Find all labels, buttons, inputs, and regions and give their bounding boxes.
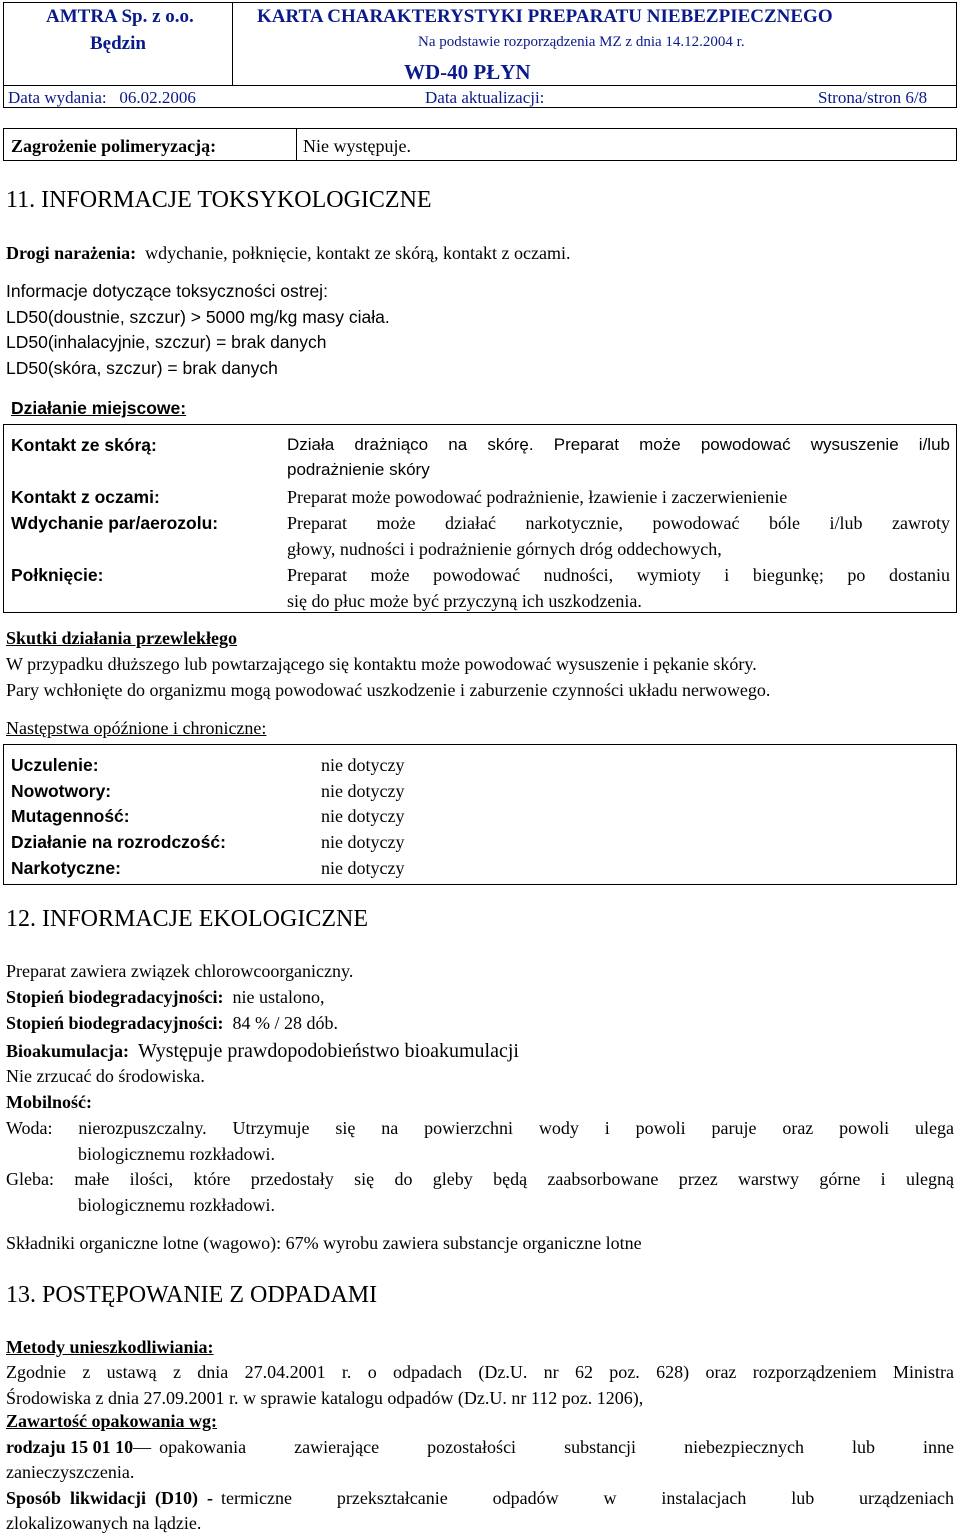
issue-date-label: Data wydania: 06.02.2006 <box>8 88 196 107</box>
document-title: KARTA CHARAKTERYSTYKI PREPARATU NIEBEZPIECZNEGO <box>257 6 833 27</box>
ingestion-label: Połknięcie: <box>11 565 104 585</box>
section-11-title: 11. INFORMACJE TOKSYKOLOGICZNE <box>6 187 432 213</box>
disposal-methods-line-2: Środowiska z dnia 27.09.2001 r. w sprawie katalogu odpadów (Dz.U. nr 112 poz. 1206), <box>6 1388 644 1408</box>
carcinogenicity-value: nie dotyczy <box>321 781 405 801</box>
exposure-routes: Drogi narażenia: wdychanie, połknięcie, kontakt ze skórą, kontakt z oczami. <box>6 243 571 263</box>
ingestion-value-2: się do płuc może być przyczyną ich uszkodzenia. <box>287 591 642 611</box>
page-number: Strona/stron 6/8 <box>818 88 928 107</box>
acute-toxicity-title: Informacje dotyczące toksyczności ostrej: <box>6 281 328 301</box>
polymerization-value: Nie występuje. <box>303 136 411 156</box>
mobility-water-2: biologicznemu rozkładowi. <box>78 1144 275 1164</box>
delayed-effects-table <box>3 744 957 885</box>
skin-contact-value-2: podrażnienie skóry <box>287 460 430 479</box>
product-name: WD-40 PŁYN <box>404 60 531 84</box>
disposal-method-line-2: zlokalizowanych na lądzie. <box>6 1513 202 1533</box>
chronic-effects-title: Skutki działania przewlekłego <box>6 628 238 648</box>
narcotic-label: Narkotyczne: <box>11 858 121 878</box>
section-13-title: 13. POSTĘPOWANIE Z ODPADAMI <box>6 1282 378 1308</box>
disposal-method-line-1: Sposób likwidacji (D10) - termiczne przekształcanie odpadów w instalacjach lub urządzeniach <box>6 1488 954 1508</box>
mobility-soil: Gleba: małe ilości, które przedostały się do gleby będą zaabsorbowane przez warstwy górne i ulegną <box>6 1169 954 1189</box>
mutagenicity-value: nie dotyczy <box>321 806 405 826</box>
carcinogenicity-label: Nowotwory: <box>11 781 112 801</box>
disposal-methods-line-1: Zgodnie z ustawą z dnia 27.04.2001 r. o odpadach (Dz.U. nr 62 poz. 628) oraz rozporządzeniem Ministra <box>6 1362 954 1382</box>
header-rule <box>3 85 957 86</box>
chronic-effects-line-1: W przypadku dłuższego lub powtarzającego się kontaktu może powodować wysuszenie i pękanie skóry. <box>6 654 757 674</box>
polymerization-label: Zagrożenie polimeryzacją: <box>11 136 217 156</box>
reproductive-value: nie dotyczy <box>321 832 405 852</box>
no-discharge-note: Nie zrzucać do środowiska. <box>6 1066 205 1086</box>
header-divider <box>232 2 233 85</box>
mobility-title: Mobilność: <box>6 1092 93 1112</box>
company-city: Będzin <box>90 33 146 54</box>
inhalation-value: Preparat może działać narkotycznie, powodować bóle i/lub zawroty <box>287 513 950 533</box>
mobility-water: Woda: nierozpuszczalny. Utrzymuje się na powierzchni wody i powoli paruje oraz powoli ulega <box>6 1118 954 1138</box>
eye-contact-label: Kontakt z oczami: <box>11 487 160 507</box>
sensitization-label: Uczulenie: <box>11 755 99 775</box>
regulation-note: Na podstawie rozporządzenia MZ z dnia 14.12.2004 r. <box>418 34 745 50</box>
mobility-soil-2: biologicznemu rozkładowi. <box>78 1195 275 1215</box>
sensitization-value: nie dotyczy <box>321 755 405 775</box>
ld50-inhalation: LD50(inhalacyjnie, szczur) = brak danych <box>6 332 327 352</box>
local-effects-title: Działanie miejscowe: <box>11 398 187 418</box>
ld50-skin: LD50(skóra, szczur) = brak danych <box>6 358 278 378</box>
biodegradability-2: Stopień biodegradacyjności: 84 % / 28 dób. <box>6 1013 339 1033</box>
chronic-effects-line-2: Pary wchłonięte do organizmu mogą powodować uszkodzenie i zaburzenie czynności układu nerwowego. <box>6 680 771 700</box>
skin-contact-label: Kontakt ze skórą: <box>11 435 157 455</box>
ld50-oral: LD50(doustnie, szczur) > 5000 mg/kg masy ciała. <box>6 307 390 327</box>
narcotic-value: nie dotyczy <box>321 858 405 878</box>
ingestion-value: Preparat może powodować nudności, wymioty i biegunkę; po dostaniu <box>287 565 950 585</box>
eye-contact-value: Preparat może powodować podrażnienie, łzawienie i zaczerwienienie <box>287 487 788 507</box>
voc-content: Składniki organiczne lotne (wagowo): 67% wyrobu zawiera substancje organiczne lotne <box>6 1233 642 1253</box>
mutagenicity-label: Mutagenność: <box>11 806 130 826</box>
organochlorine-note: Preparat zawiera związek chlorowcoorganiczny. <box>6 961 354 981</box>
packaging-line-1: rodzaju 15 01 10 — opakowania zawierające pozostałości substancji niebezpiecznych lub inne <box>6 1437 954 1457</box>
bioaccumulation: Bioakumulacja: Występuje prawdopodobieństwo bioakumulacji <box>6 1040 519 1062</box>
delayed-effects-title: Następstwa opóźnione i chroniczne: <box>6 718 267 738</box>
issue-date: 06.02.2006 <box>119 88 196 107</box>
update-date-label: Data aktualizacji: <box>425 88 545 107</box>
packaging-title: Zawartość opakowania wg: <box>6 1411 218 1431</box>
packaging-line-2: zanieczyszczenia. <box>6 1462 135 1482</box>
biodegradability-1: Stopień biodegradacyjności: nie ustalono, <box>6 987 325 1007</box>
company-name: AMTRA Sp. z o.o. <box>46 6 194 27</box>
reproductive-label: Działanie na rozrodczość: <box>11 832 226 852</box>
section-12-title: 12. INFORMACJE EKOLOGICZNE <box>6 906 368 932</box>
disposal-methods-title: Metody unieszkodliwiania: <box>6 1337 214 1357</box>
inhalation-label: Wdychanie par/aerozolu: <box>11 513 219 533</box>
polymerization-divider <box>296 128 297 161</box>
inhalation-value-2: głowy, nudności i podrażnienie górnych dróg oddechowych, <box>287 539 722 559</box>
skin-contact-value: Działa drażniąco na skórę. Preparat może powodować wysuszenie i/lub <box>287 435 950 454</box>
